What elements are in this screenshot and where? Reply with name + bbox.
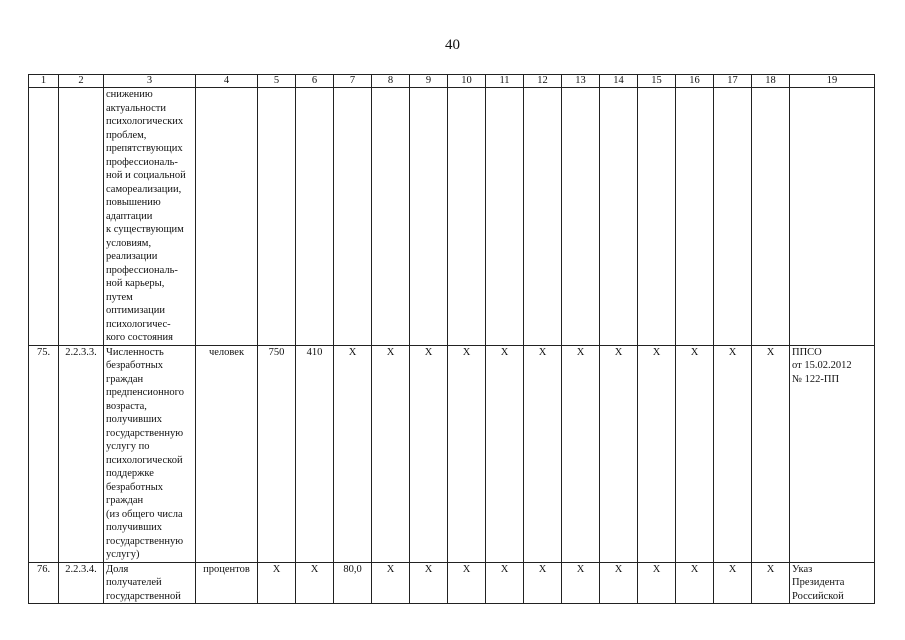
- column-number-header: 3: [104, 75, 196, 88]
- row-number-cell: 75.: [29, 345, 59, 562]
- value-cell: X: [600, 345, 638, 562]
- indicator-name-line: оптимизации: [106, 305, 166, 316]
- value-cell: [372, 88, 410, 346]
- legal-basis-cell: [790, 562, 875, 604]
- column-number-header: 9: [410, 75, 448, 88]
- indicator-name-line: к существующим: [106, 224, 184, 235]
- table-row: [29, 88, 875, 346]
- indicator-name-line: профессиональ-: [106, 156, 178, 168]
- value-cell: 410: [296, 345, 334, 562]
- indicator-name-cell: [104, 345, 196, 562]
- value-cell: X: [676, 345, 714, 562]
- column-number-header: 6: [296, 75, 334, 88]
- value-cell: [410, 88, 448, 346]
- value-cell: X: [600, 562, 638, 604]
- indicator-name-line: психологических: [106, 116, 184, 127]
- indicator-name-line: поддержке: [106, 468, 154, 479]
- value-cell: [258, 88, 296, 346]
- value-cell: X: [448, 345, 486, 562]
- column-number-header: 15: [638, 75, 676, 88]
- value-cell: [676, 88, 714, 346]
- indicator-name-line: государственной: [106, 590, 181, 602]
- indicator-name-line: услугу по: [106, 441, 150, 452]
- indicator-name-line: безработных: [106, 481, 164, 493]
- value-cell: X: [714, 345, 752, 562]
- column-number-header: 4: [196, 75, 258, 88]
- value-cell: X: [752, 345, 790, 562]
- value-cell: X: [258, 562, 296, 604]
- value-cell: [486, 88, 524, 346]
- legal-basis-line: Указ: [792, 563, 813, 575]
- indicator-name-line: граждан: [106, 495, 144, 506]
- row-number-cell: 76.: [29, 562, 59, 604]
- legal-basis-line: Президента: [792, 577, 845, 588]
- value-cell: X: [562, 562, 600, 604]
- value-cell: X: [372, 562, 410, 604]
- indicator-name-line: ной карьеры,: [106, 278, 165, 289]
- indicator-name-line: возраста,: [106, 400, 147, 412]
- indicator-name-line: психологичес-: [106, 318, 171, 330]
- column-number-header: 18: [752, 75, 790, 88]
- page-number: 40: [445, 37, 460, 53]
- unit-cell: процентов: [196, 562, 258, 604]
- column-number-header: 19: [790, 75, 875, 88]
- legal-basis-line: № 122-ПП: [792, 373, 840, 385]
- legal-basis-line: от 15.02.2012: [792, 360, 852, 371]
- legal-basis-cell: [790, 88, 875, 346]
- unit-cell: человек: [196, 345, 258, 562]
- value-cell: 750: [258, 345, 296, 562]
- indicator-name-line: получивших: [106, 522, 163, 533]
- value-cell: X: [714, 562, 752, 604]
- indicator-name-line: проблем,: [106, 129, 147, 141]
- value-cell: X: [524, 345, 562, 562]
- indicator-name-line: путем: [106, 291, 133, 303]
- value-cell: [448, 88, 486, 346]
- indicator-name-line: повышению: [106, 197, 161, 208]
- indicator-name-line: государственную: [106, 535, 184, 547]
- value-cell: X: [638, 562, 676, 604]
- value-cell: X: [410, 345, 448, 562]
- value-cell: X: [486, 562, 524, 604]
- indicator-name-line: реализации: [106, 251, 158, 262]
- indicator-name-line: Численность: [106, 346, 164, 358]
- column-number-header: 16: [676, 75, 714, 88]
- value-cell: X: [372, 345, 410, 562]
- indicator-name-line: получателей: [106, 577, 162, 588]
- value-cell: X: [486, 345, 524, 562]
- column-number-header: 17: [714, 75, 752, 88]
- column-number-header: 10: [448, 75, 486, 88]
- value-cell: [714, 88, 752, 346]
- value-cell: X: [448, 562, 486, 604]
- value-cell: X: [752, 562, 790, 604]
- table-header-row: [29, 75, 875, 88]
- indicator-code-cell: [59, 88, 104, 346]
- legal-basis-line: ППСО: [792, 346, 822, 358]
- value-cell: X: [638, 345, 676, 562]
- column-number-header: 2: [59, 75, 104, 88]
- legal-basis-line: Российской: [792, 590, 844, 602]
- value-cell: [296, 88, 334, 346]
- value-cell: [334, 88, 372, 346]
- column-number-header: 7: [334, 75, 372, 88]
- value-cell: 80,0: [334, 562, 372, 604]
- indicator-name-cell: [104, 562, 196, 604]
- value-cell: X: [334, 345, 372, 562]
- indicator-name-line: услугу): [106, 549, 140, 560]
- value-cell: X: [410, 562, 448, 604]
- value-cell: [524, 88, 562, 346]
- value-cell: X: [296, 562, 334, 604]
- value-cell: [638, 88, 676, 346]
- indicator-name-line: снижению: [106, 89, 153, 100]
- indicator-code-cell: 2.2.3.3.: [59, 345, 104, 562]
- indicator-name-line: граждан: [106, 373, 144, 385]
- value-cell: X: [524, 562, 562, 604]
- unit-cell: [196, 88, 258, 346]
- indicator-name-line: получивших: [106, 414, 163, 425]
- column-number-header: 14: [600, 75, 638, 88]
- column-number-header: 11: [486, 75, 524, 88]
- indicator-name-line: психологической: [106, 454, 183, 466]
- indicator-name-line: актуальности: [106, 102, 166, 114]
- indicator-name-line: кого состояния: [106, 332, 173, 343]
- column-number-header: 5: [258, 75, 296, 88]
- indicator-name-line: безработных: [106, 360, 164, 371]
- column-number-header: 1: [29, 75, 59, 88]
- indicator-name-line: самореализации,: [106, 183, 182, 195]
- indicator-name-line: государственную: [106, 427, 184, 439]
- indicator-name-line: профессиональ-: [106, 264, 178, 276]
- indicator-name-line: препятствующих: [106, 143, 183, 154]
- indicator-name-line: ной и социальной: [106, 170, 186, 181]
- legal-basis-cell: [790, 345, 875, 562]
- column-number-header: 13: [562, 75, 600, 88]
- indicator-name-line: адаптации: [106, 210, 153, 222]
- table-row: [29, 345, 875, 562]
- indicator-code-cell: 2.2.3.4.: [59, 562, 104, 604]
- table-row: [29, 562, 875, 604]
- value-cell: [752, 88, 790, 346]
- value-cell: X: [562, 345, 600, 562]
- indicator-name-cell: [104, 88, 196, 346]
- indicator-name-line: условиям,: [106, 237, 152, 249]
- value-cell: [562, 88, 600, 346]
- indicators-table: [28, 74, 875, 604]
- value-cell: [600, 88, 638, 346]
- indicator-name-line: предпенсионного: [106, 387, 184, 398]
- indicator-name-line: (из общего числа: [106, 508, 183, 520]
- row-number-cell: [29, 88, 59, 346]
- indicator-name-line: Доля: [106, 563, 129, 575]
- column-number-header: 12: [524, 75, 562, 88]
- value-cell: X: [676, 562, 714, 604]
- column-number-header: 8: [372, 75, 410, 88]
